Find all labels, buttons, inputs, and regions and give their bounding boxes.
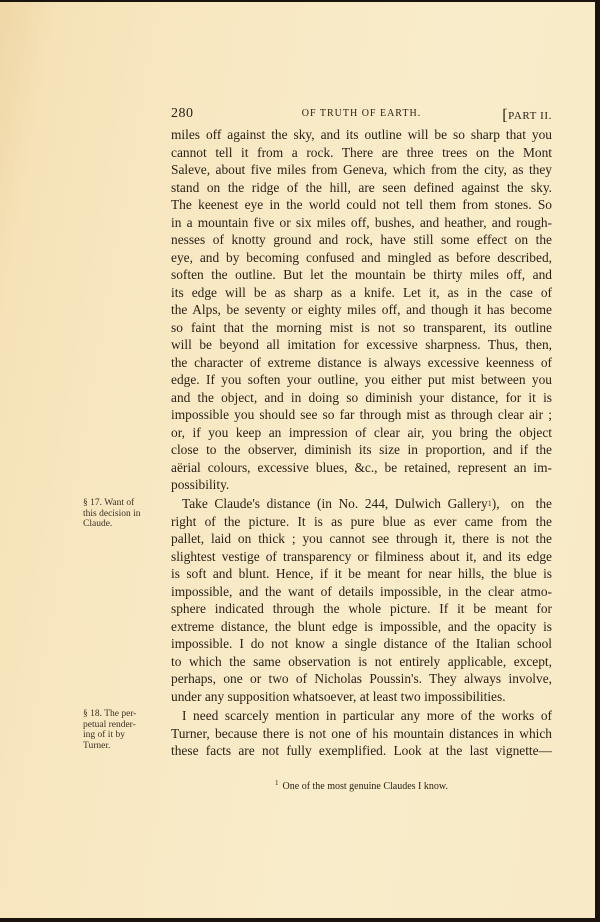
body-line: stand on the ridge of the hill, are seen defined against the sky.: [171, 179, 552, 195]
part-bracket: [: [502, 107, 509, 124]
footnote: [171, 779, 552, 792]
page-number: 280: [171, 106, 194, 121]
body-line: nesses of knotty ground and rock, have still some effect on the: [171, 232, 552, 247]
body-line: these facts are not fully exemplified. Look at the last vignette—: [171, 743, 552, 758]
side-note-line: this decision in: [83, 508, 141, 519]
side-note-section-17: [83, 498, 167, 530]
footnote-reference[interactable]: 1: [487, 499, 492, 508]
side-note-line: Turner.: [83, 740, 111, 751]
side-note-line: § 17. Want of: [83, 498, 135, 508]
side-note-line: petual render-: [83, 719, 136, 730]
body-line: sphere indicated through the whole picture. If it be meant for: [171, 601, 552, 616]
body-line: in a mountain five or six miles off, bushes, and heather, and rough-: [171, 214, 552, 230]
body-line: extreme distance, the blunt edge is impossible, and the opacity is: [171, 618, 552, 634]
body-line: I need scarcely mention in particular any more of the works of: [182, 708, 552, 723]
body-line: close to the observer, diminish its size in proportion, and if the: [171, 442, 552, 457]
side-note-line: § 18. The per-: [83, 709, 137, 719]
running-title: OF TRUTH OF EARTH.: [301, 108, 422, 119]
body-line: soften the outline. But let the mountain be thirty miles off, and: [171, 267, 552, 282]
body-line: perhaps, one or two of Nicholas Poussin's. They always involve,: [171, 671, 552, 686]
body-line: The keenest eye in the world could not tell them from stones. So: [171, 197, 552, 212]
body-line: and the object, and in doing so diminish your distance, for it is: [171, 389, 552, 405]
footnote-text: One of the most genuine Claudes I know.: [282, 781, 448, 792]
part-label-text: PART II.: [508, 110, 552, 122]
body-line-text: Take Claude's distance (in No. 244, Dulwich Gallery: [182, 496, 488, 511]
book-page: [0, 2, 595, 918]
body-line: right of the picture. It is as pure blue as ever came from the: [171, 513, 552, 529]
running-head: [171, 106, 552, 122]
body-line: aërial colours, excessive blues, &c., be retained, represent an im-: [171, 459, 552, 475]
body-line: eye, and by becoming confused and mingled as before described,: [171, 249, 552, 265]
body-line: Turner, because there is not one of his mountain distances in which: [171, 725, 552, 741]
side-note-line: ing of it by: [83, 730, 125, 740]
body-line: impossible, and the want of details impossible, in the clear atmo-: [171, 583, 552, 599]
body-line-tail: ), on the: [491, 496, 552, 511]
side-note-section-18: [83, 709, 167, 751]
body-line: edge. If you soften your outline, you either put mist between you: [171, 372, 552, 387]
body-line: impossible. I do not know a single distance of the Italian school: [171, 636, 552, 651]
body-line: will be beyond all imitation for excessive sharpness. Thus, then,: [171, 337, 552, 352]
body-line: pallet, laid on thick ; you cannot see through it, there is not the: [171, 531, 552, 546]
body-line: impossible you should see so far through mist as through clear air ;: [171, 407, 552, 422]
body-line: is soft and blunt. Hence, if it be meant for near hills, the blue is: [171, 566, 552, 581]
body-line: or, if you keep an impression of clear air, you bring the object: [171, 424, 552, 440]
body-line: cannot tell it from a rock. There are three trees on the Mont: [171, 144, 552, 160]
body-line: miles off against the sky, and its outline will be so sharp that you: [171, 127, 552, 142]
body-line: to which the same observation is not entirely applicable, except,: [171, 653, 552, 669]
footnote-marker: 1: [275, 779, 279, 787]
body-line: under any supposition whatsoever, at least two impossibilities.: [171, 688, 506, 704]
body-line: so faint that the morning mist is not so transparent, its outline: [171, 319, 552, 335]
side-note-line: Claude.: [83, 519, 113, 529]
body-line: its edge will be as sharp as a knife. Let it, as in the case of: [171, 284, 552, 300]
body-line: Saleve, about five miles from Geneva, which from the city, as they: [171, 162, 552, 177]
body-line: the Alps, be seventy or eighty miles off, and though it has become: [171, 302, 552, 317]
part-label: [502, 106, 552, 124]
body-line: possibility.: [171, 477, 230, 492]
body-line: the character of extreme distance is always excessive keenness of: [171, 354, 552, 370]
body-line-with-footnote-ref: [171, 495, 552, 512]
body-line: slightest vestige of transparency or filminess about it, and its edge: [171, 548, 552, 564]
